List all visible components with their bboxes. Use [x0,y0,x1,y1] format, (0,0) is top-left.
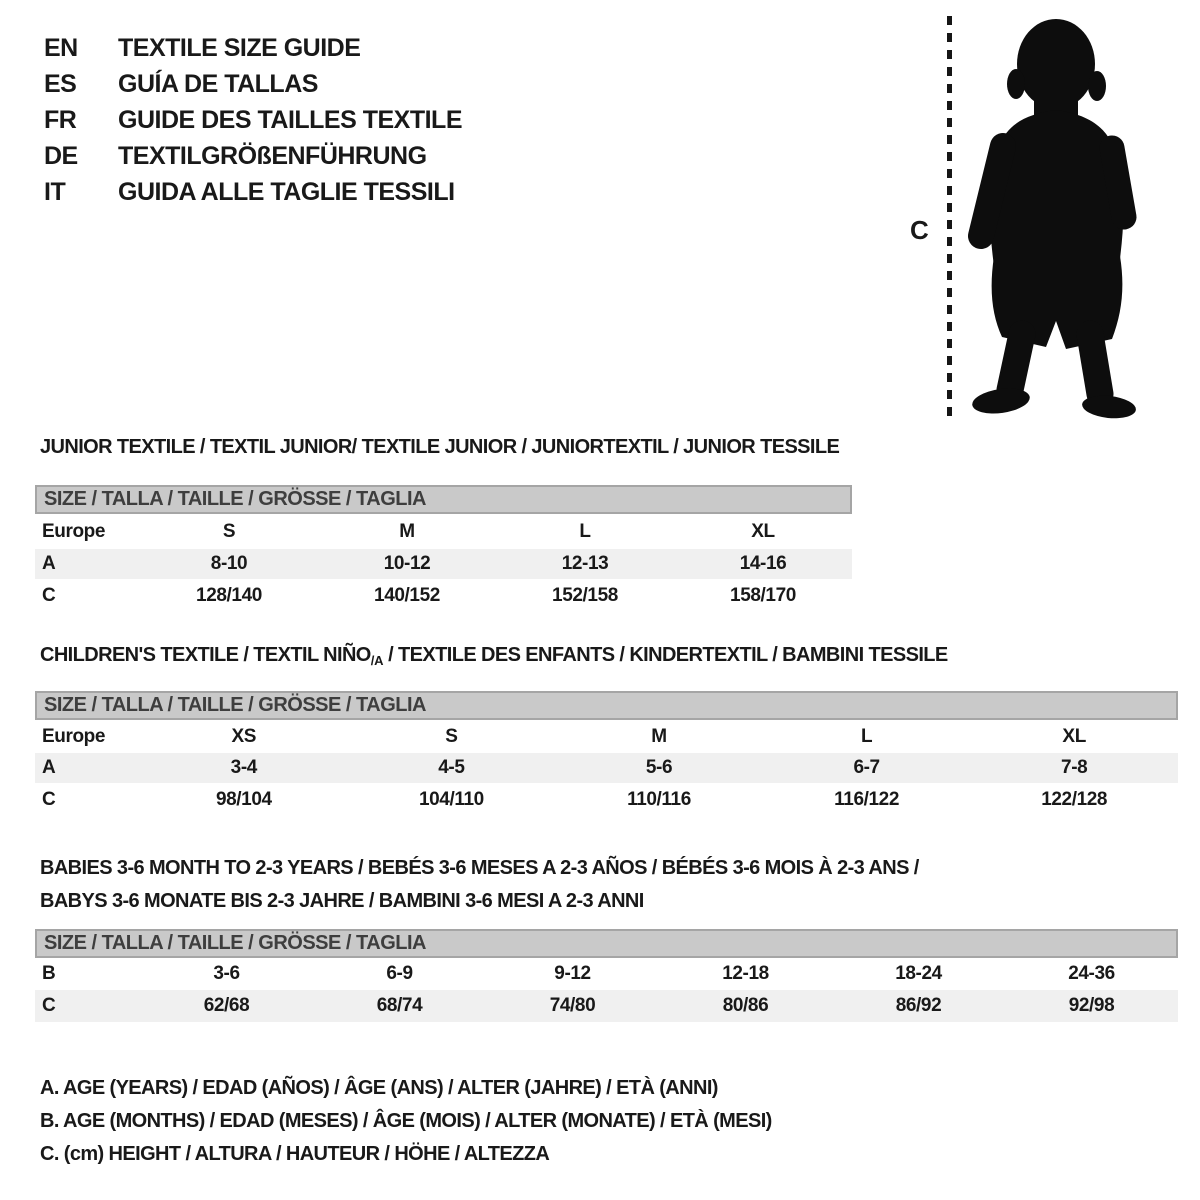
row-label: C [42,585,56,606]
row-label: C [42,995,56,1016]
age-cell: 14-16 [739,553,787,574]
babies-height-row [35,990,1178,1022]
row-label: Europe [42,520,106,542]
size-cell: S [445,725,458,747]
junior-europe-row [35,514,852,549]
size-cell: XL [751,520,775,542]
height-cell: 152/158 [552,585,618,606]
months-cell: 3-6 [213,963,240,984]
size-cell: L [579,520,591,542]
height-cell: 116/122 [834,789,899,810]
children-height-row [35,783,1178,817]
children-title-subscript: /A [370,653,384,668]
junior-height-row [35,579,852,613]
children-title-pre: CHILDREN'S TEXTILE / TEXTIL NIÑO [40,644,371,666]
row-label: B [42,963,56,984]
height-cell: 110/116 [627,789,691,810]
row-label: Europe [42,725,106,747]
age-cell: 8-10 [210,553,248,574]
babies-months-row [35,958,1178,990]
height-cell: 68/74 [376,995,423,1016]
babies-size-table [35,929,1178,1022]
lang-code: ES [44,69,77,98]
months-cell: 12-18 [722,963,769,984]
height-measure-dashed-line [947,16,952,416]
size-cell: M [651,725,667,747]
children-section-title [40,644,948,672]
row-label: A [42,757,56,778]
footnotes-block [40,1072,772,1171]
age-cell: 12-13 [561,553,609,574]
size-header-label: SIZE / TALLA / TAILLE / GRÖSSE / TAGLIA [44,694,426,716]
row-label: A [42,553,56,574]
height-cell: 62/68 [203,995,250,1016]
babies-title-line1: BABIES 3-6 MONTH TO 2-3 YEARS / BEBÉS 3-6 MESES A 2-3 AÑOS / BÉBÉS 3-6 MOIS À 2-3 ANS / [40,856,919,879]
size-cell: L [860,725,873,747]
lang-row-en [44,30,462,66]
age-cell: 10-12 [383,553,431,574]
size-cell: S [222,520,236,542]
lang-row-fr [44,102,462,138]
junior-size-table [35,485,852,613]
height-cell: 158/170 [730,585,796,606]
height-cell: 80/86 [722,995,769,1016]
height-cell: 86/92 [895,995,942,1016]
size-header-label: SIZE / TALLA / TAILLE / GRÖSSE / TAGLIA [44,488,426,510]
footnote-b: B. AGE (MONTHS) / EDAD (MESES) / ÂGE (MOIS) / ALTER (MONATE) / ETÀ (MESI) [40,1110,772,1132]
lang-code: IT [44,177,66,206]
children-age-row [35,753,1178,783]
junior-section-title: JUNIOR TEXTILE / TEXTIL JUNIOR/ TEXTILE JUNIOR / JUNIORTEXTIL / JUNIOR TESSILE [40,436,840,458]
age-cell: 6-7 [853,757,880,778]
lang-code: DE [44,141,78,170]
toddler-silhouette-icon [960,14,1145,424]
footnote-a: A. AGE (YEARS) / EDAD (AÑOS) / ÂGE (ANS) / ALTER (JAHRE) / ETÀ (ANNI) [40,1077,718,1099]
height-cell: 128/140 [196,585,262,606]
children-size-header-bar [35,691,1178,720]
size-cell: XS [231,725,257,747]
lang-row-de [44,138,462,174]
age-cell: 4-5 [438,757,465,778]
months-cell: 24-36 [1068,963,1115,984]
children-europe-row [35,720,1178,753]
lang-code: FR [44,105,77,134]
row-label: C [42,789,56,810]
size-cell: XL [1062,725,1086,747]
children-size-table [35,691,1178,817]
footnote-c: C. (cm) HEIGHT / ALTURA / HAUTEUR / HÖHE / ALTEZZA [40,1143,550,1165]
months-cell: 9-12 [554,963,591,984]
age-cell: 7-8 [1061,757,1088,778]
age-cell: 5-6 [645,757,673,778]
height-measure-label: C [910,215,929,245]
babies-title-line2: BABYS 3-6 MONATE BIS 2-3 JAHRE / BAMBINI 3-6 MESI A 2-3 ANNI [40,889,644,912]
lang-label: TEXTILE SIZE GUIDE [118,33,361,62]
lang-code: EN [44,33,78,62]
height-cell: 122/128 [1041,789,1108,810]
lang-row-it [44,174,462,210]
size-cell: M [399,520,415,542]
height-cell: 98/104 [215,789,272,810]
size-header-label: SIZE / TALLA / TAILLE / GRÖSSE / TAGLIA [44,932,426,954]
months-cell: 18-24 [895,963,942,984]
language-title-block [44,30,462,210]
babies-section-title [40,851,919,917]
height-cell: 104/110 [418,789,484,810]
babies-size-header-bar [35,929,1178,958]
junior-size-header-bar [35,485,852,514]
lang-label: GUÍA DE TALLAS [118,69,318,98]
height-cell: 92/98 [1068,995,1115,1016]
months-cell: 6-9 [386,963,413,984]
children-title-post: / TEXTILE DES ENFANTS / KINDERTEXTIL / BAMBINI TESSILE [383,644,948,666]
height-cell: 74/80 [549,995,596,1016]
lang-label: GUIDE DES TAILLES TEXTILE [118,105,463,134]
age-cell: 3-4 [230,757,257,778]
lang-label: GUIDA ALLE TAGLIE TESSILI [118,177,455,206]
lang-label: TEXTILGRÖßENFÜHRUNG [118,141,427,170]
lang-row-es [44,66,462,102]
junior-age-row [35,549,852,579]
height-cell: 140/152 [374,585,440,606]
